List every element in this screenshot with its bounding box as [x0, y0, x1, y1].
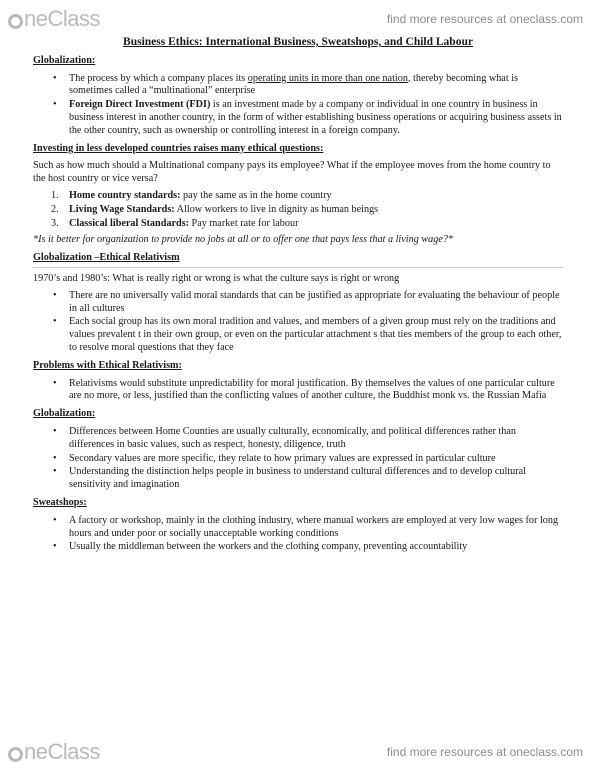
list-item: • Understanding the distinction helps people in business to understand cultural differences and to develop cultural sensitivity and imagination — [33, 466, 563, 492]
list-item: • Usually the middleman between the workers and the clothing company, preventing accountability — [33, 541, 563, 554]
list-item: • The process by which a company places its operating units in more than one nation, thereby becoming what is sometimes called a “multinational” enterprise — [33, 73, 563, 99]
list-item: • A factory or workshop, mainly in the clothing industry, where manual workers are employed at very low wages for long hours and under poor or socially unacceptable working conditions — [33, 515, 563, 541]
list-item: • Foreign Direct Investment (FDI) is an investment made by a company or individual in one country in business in business interest in another country, in the form of wither establishing business operations or acquiring business assets in the other country, such as ownership or controlling interest in a foreign company. — [33, 99, 563, 137]
find-more-link[interactable]: find more resources at oneclass.com — [386, 12, 583, 26]
list-item: • There are no universally valid moral standards that can be justified as appropriate for evaluating the behaviour of people in all cultures — [33, 290, 563, 316]
list-item: • Secondary values are more specific, they relate to how primary values are expressed in particular culture — [33, 453, 563, 466]
list-item: • Differences between Home Counties are usually culturally, economically, and political differences rather than differences in basic values, such as respect, honesty, diligence, truth — [33, 426, 563, 452]
oneclass-logo-footer[interactable]: neClass — [8, 739, 100, 765]
investing-paragraph: Such as how much should a Multinational company pays its employee? What if the employee moves from the home country to the host country or vice versa? — [33, 160, 551, 185]
section-heading-globalization-2: Globalization: — [33, 408, 96, 420]
page-footer — [0, 735, 595, 770]
page-header — [0, 0, 595, 34]
section-heading-investing: Investing in less developed countries raises many ethical questions: — [33, 142, 324, 154]
section-heading-sweatshops: Sweatshops: — [33, 496, 87, 508]
oneclass-logo[interactable]: neClass — [8, 6, 100, 32]
list-item: • Relativisms would substitute unpredictability for moral justification. By themselves the values of one particular culture are no more, or less, justified than the conflicting values of another culture, the Buddhist monk vs. the Russian Mafia — [33, 378, 563, 404]
problems-list — [33, 378, 563, 404]
section-heading-globalization: Globalization: — [33, 54, 96, 66]
logo-o-icon — [8, 747, 23, 762]
relativism-paragraph: 1970’s and 1980’s: What is really right or wrong is what the culture says is right or wrong — [33, 272, 400, 284]
standards-list — [33, 190, 563, 230]
living-wage-question: *Is it better for organization to provide no jobs at all or to offer one that pays less that a living wage?* — [33, 234, 454, 246]
document-body — [33, 36, 563, 559]
globalization-list — [33, 73, 563, 138]
section-heading-ethical-relativism: Globalization –Ethical Relativism — [33, 252, 563, 268]
list-item: • Each social group has its own moral tradition and values, and members of a given group must rely on the traditions and values prevalent t in their own group, or even on the particular attachment s that ties members of the group to each other, to resolve moral questions that they face — [33, 316, 563, 354]
document-title: Business Ethics: International Business, Sweatshops, and Child Labour — [123, 36, 473, 48]
find-more-link-footer[interactable]: find more resources at oneclass.com — [386, 745, 583, 759]
list-item: 3. Classical liberal Standards: Pay market rate for labour — [51, 217, 299, 229]
sweatshops-list — [33, 515, 563, 554]
logo-o-icon — [8, 14, 23, 29]
section-heading-problems: Problems with Ethical Relativism: — [33, 359, 182, 371]
list-item: 1. Home country standards: pay the same as in the home country — [51, 189, 332, 201]
relativism-list — [33, 290, 563, 355]
list-item: 2. Living Wage Standards: Allow workers to live in dignity as human beings — [51, 203, 379, 215]
globalization-2-list — [33, 426, 563, 492]
